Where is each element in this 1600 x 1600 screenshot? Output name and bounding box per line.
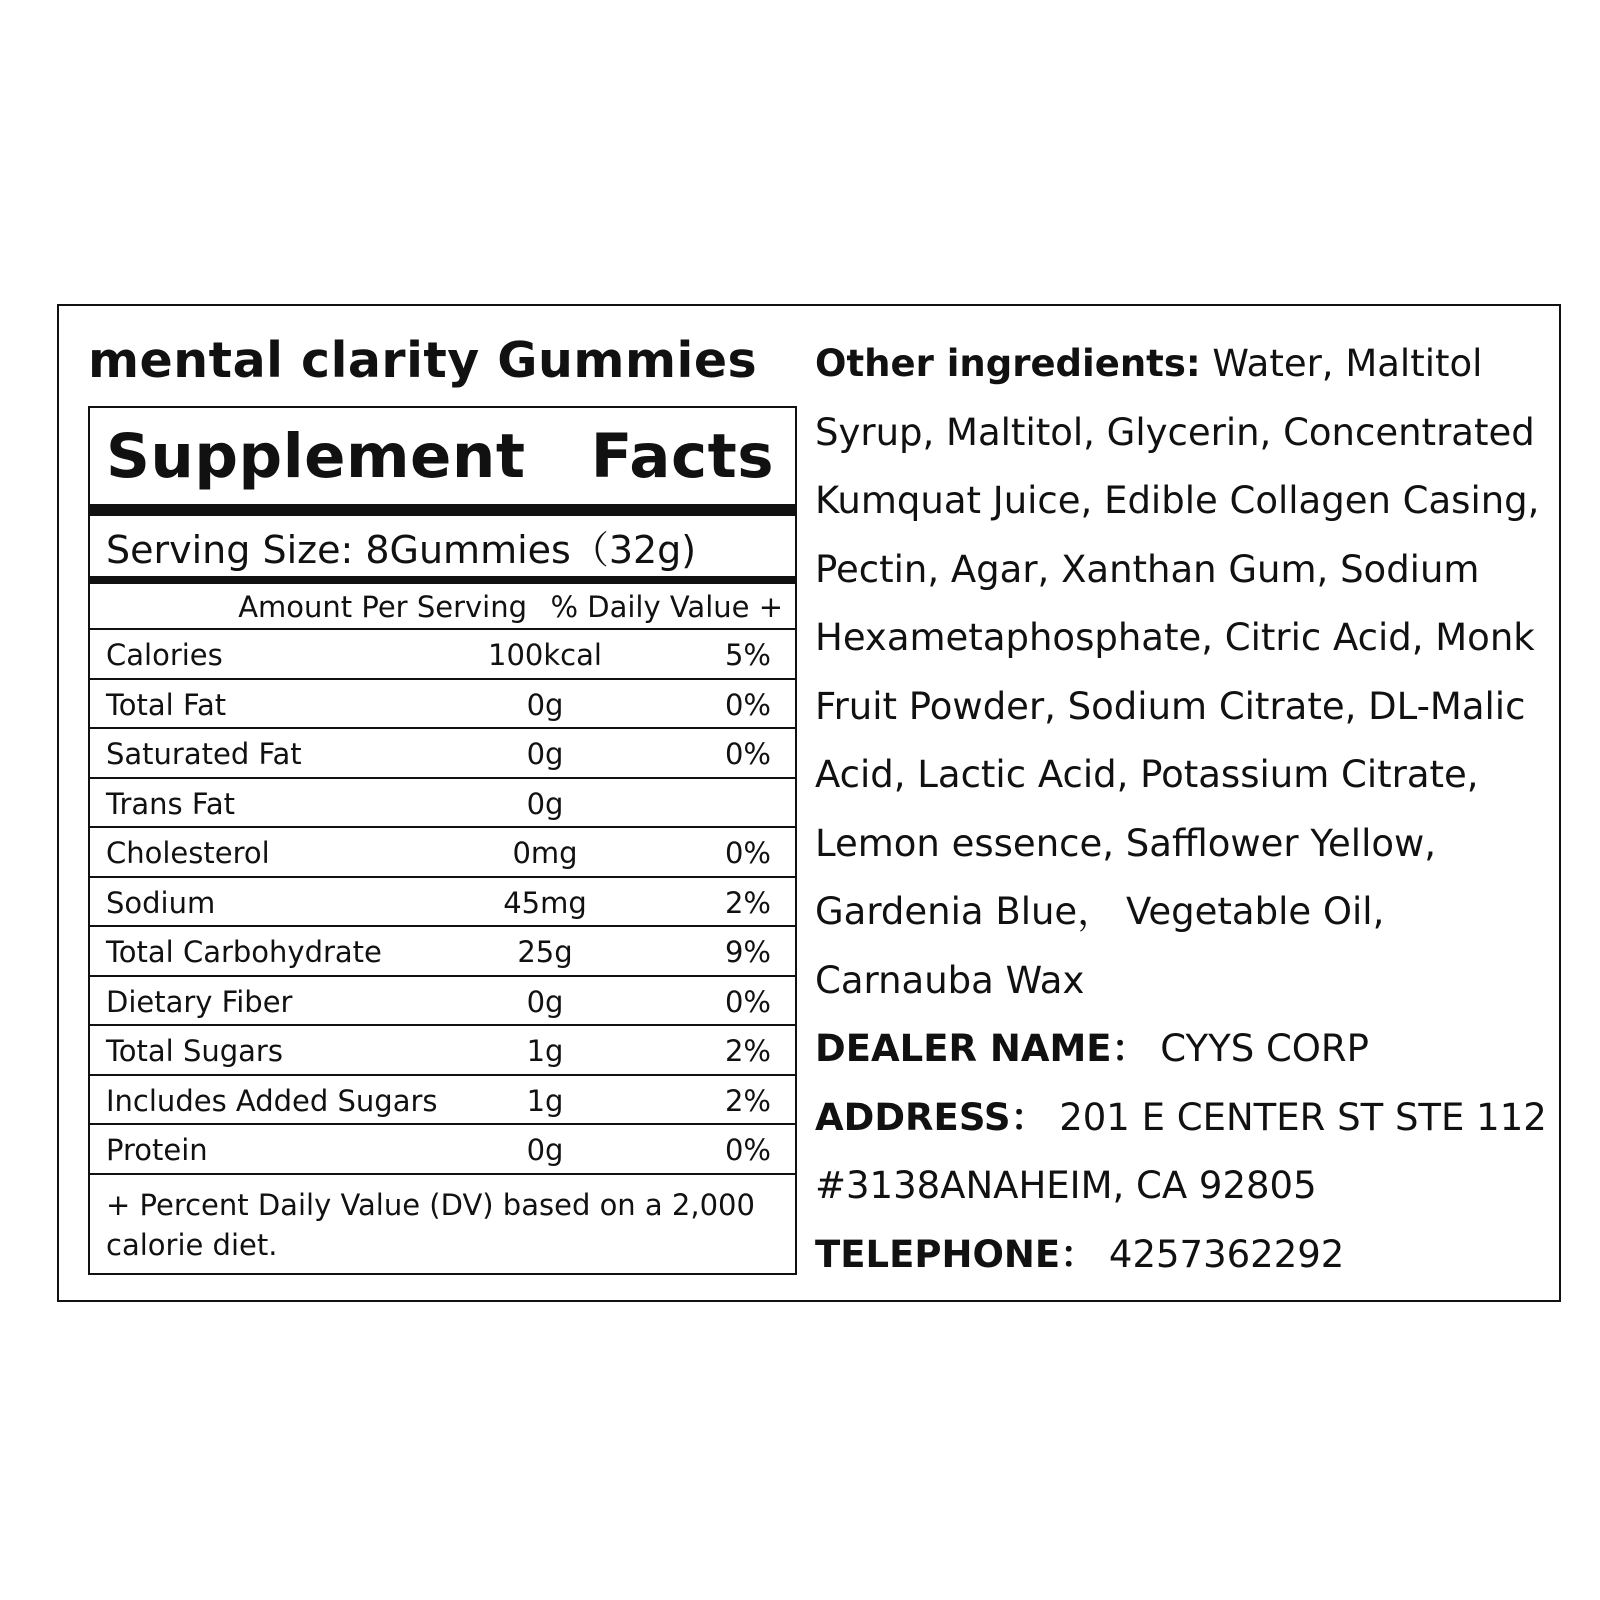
telephone-label: TELEPHONE： (815, 1232, 1098, 1276)
nutrient-name: Total Carbohydrate (106, 935, 382, 969)
nutrient-row (90, 630, 795, 680)
nutrient-row (90, 1076, 795, 1126)
nutrient-amount: 1g (526, 1034, 564, 1068)
nutrient-row (90, 1026, 795, 1076)
nutrient-name: Total Fat (106, 687, 227, 722)
address-value: 201 E CENTER ST STE 112 (1047, 1095, 1547, 1139)
ingredients-line: Syrup, Maltitol, Glycerin, Concentrated (815, 410, 1535, 454)
ingredients-line: Gardenia Blue， Vegetable Oil, (815, 890, 1385, 933)
nutrient-name: Trans Fat (106, 786, 236, 821)
nutrient-name: Calories (106, 638, 223, 672)
nutrient-row (90, 977, 795, 1027)
nutrient-daily-value: 0% (724, 836, 771, 870)
nutrient-row (90, 1125, 795, 1175)
nutrient-daily-value: 5% (724, 638, 771, 672)
nutrient-row (90, 927, 795, 977)
nutrient-amount: 45mg (503, 885, 587, 920)
nutrient-row (90, 729, 795, 779)
nutrient-daily-value: 0% (724, 1133, 771, 1167)
dealer-name-value: CYYS CORP (1148, 1027, 1369, 1070)
nutrient-name: Dietary Fiber (106, 984, 293, 1019)
nutrient-row (90, 828, 795, 878)
daily-value-footnote: + Percent Daily Value (DV) based on a 2,000 calorie diet. (106, 1187, 755, 1262)
supplement-facts-panel (88, 406, 797, 1275)
address-label: ADDRESS： (815, 1095, 1048, 1139)
nutrient-amount: 0g (526, 737, 564, 771)
nutrient-amount: 0g (526, 687, 564, 722)
ingredients-line: Fruit Powder, Sodium Citrate, DL-Malic (815, 684, 1526, 728)
ingredients-line: Kumquat Juice, Edible Collagen Casing, (815, 479, 1540, 522)
nutrient-amount: 0g (526, 1133, 564, 1167)
nutrient-amount: 0g (526, 984, 564, 1019)
ingredients-line (815, 330, 1555, 399)
serving-size: Serving Size: 8Gummies（32g) (106, 527, 697, 572)
column-header-row (90, 584, 795, 630)
ingredients-text: Water, Maltitol (1200, 342, 1483, 385)
address-line-2: #3138ANAHEIM, CA 92805 (815, 1164, 1317, 1207)
nutrient-row (90, 779, 795, 829)
nutrient-daily-value: 2% (724, 1034, 771, 1068)
nutrient-amount: 1g (526, 1083, 564, 1118)
telephone-line (815, 1221, 1555, 1290)
ingredients-line: Lemon essence, Safflower Yellow, (815, 821, 1437, 865)
dealer-name-label: DEALER NAME： (815, 1027, 1149, 1070)
nutrient-amount: 25g (517, 935, 573, 969)
nutrient-name: Sodium (106, 885, 216, 920)
nutrient-rows (90, 630, 795, 1175)
nutrient-amount: 0g (526, 786, 564, 821)
product-title: mental clarity Gummies (88, 332, 758, 389)
thick-divider (90, 504, 795, 516)
nutrient-amount: 0mg (512, 836, 578, 870)
facts-heading: Supplement Facts (106, 420, 775, 492)
medium-divider (90, 576, 795, 584)
nutrient-name: Includes Added Sugars (106, 1083, 438, 1118)
ingredients-line: Carnauba Wax (815, 958, 1085, 1002)
nutrient-name: Saturated Fat (106, 737, 302, 771)
nutrient-daily-value: 2% (724, 885, 771, 920)
nutrient-daily-value: 0% (724, 687, 771, 722)
ingredients-and-dealer-info (815, 330, 1555, 1289)
nutrient-daily-value: 9% (724, 935, 771, 969)
address-line (815, 1084, 1555, 1153)
nutrient-name: Cholesterol (106, 836, 270, 870)
amount-per-serving-header: Amount Per Serving (238, 590, 527, 624)
nutrient-amount: 100kcal (488, 638, 602, 672)
nutrient-name: Protein (106, 1133, 208, 1167)
ingredients-line: Hexametaphosphate, Citric Acid, Monk (815, 616, 1535, 659)
dealer-name-line (815, 1015, 1555, 1084)
daily-value-header: % Daily Value + (550, 590, 783, 624)
ingredients-label: Other ingredients: (815, 342, 1201, 385)
ingredients-line: Acid, Lactic Acid, Potassium Citrate, (815, 753, 1479, 796)
nutrient-daily-value: 0% (724, 737, 771, 771)
nutrient-row (90, 680, 795, 730)
nutrient-row (90, 878, 795, 928)
telephone-value: 4257362292 (1097, 1232, 1345, 1276)
ingredients-line: Pectin, Agar, Xanthan Gum, Sodium (815, 547, 1480, 591)
nutrient-daily-value: 0% (724, 984, 771, 1019)
nutrient-name: Total Sugars (106, 1034, 283, 1068)
nutrient-daily-value: 2% (724, 1083, 771, 1118)
